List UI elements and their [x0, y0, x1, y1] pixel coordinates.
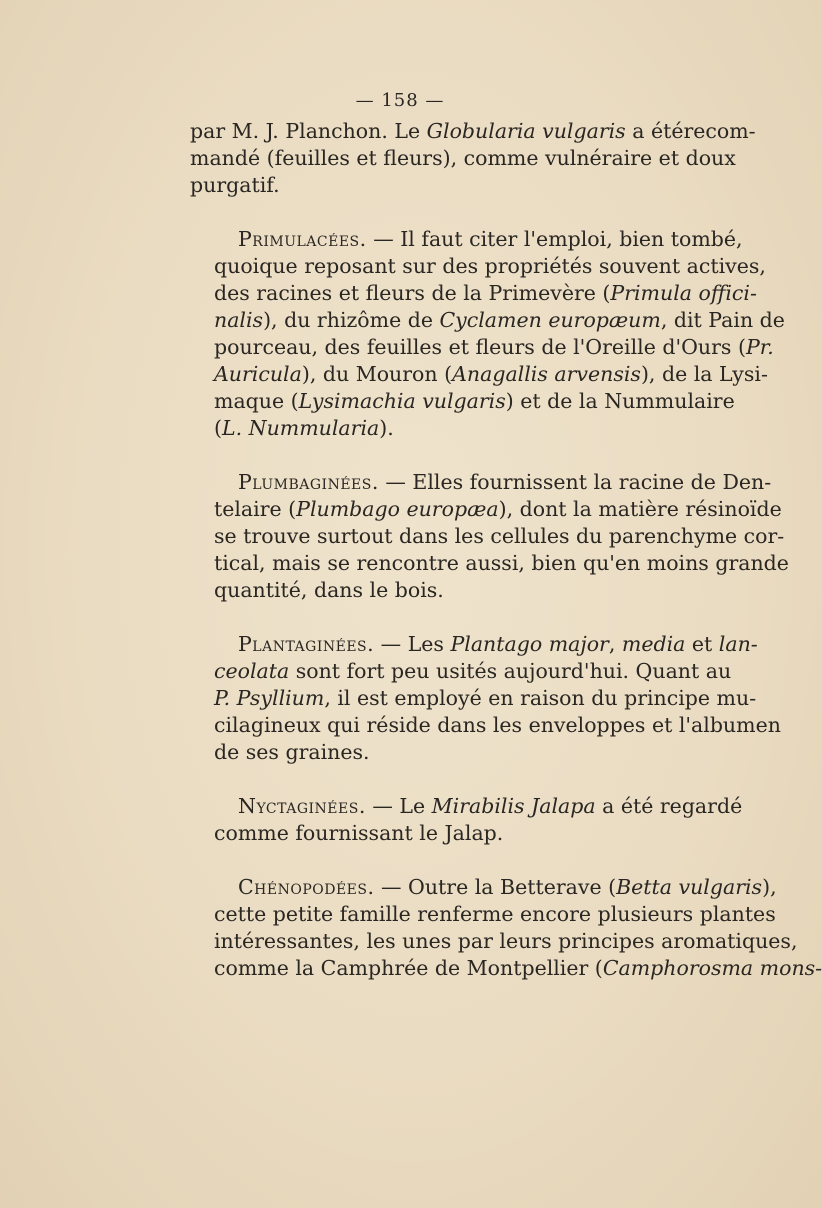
family-heading: Plantaginées. — [238, 632, 375, 656]
text-line — [190, 658, 730, 685]
text-line — [190, 388, 735, 415]
latin-name: Pr. — [745, 335, 774, 359]
text-run: cette petite famille renferme encore plusieurs plantes — [214, 902, 776, 926]
text-line — [190, 928, 798, 955]
text-run: ( — [214, 416, 222, 440]
text-line — [190, 172, 730, 199]
text-line — [190, 253, 766, 280]
text-line — [190, 307, 785, 334]
section-paragraph — [190, 631, 781, 766]
text-line — [190, 226, 743, 253]
section-paragraph — [190, 874, 822, 982]
latin-name: Auricula — [214, 362, 302, 386]
latin-name: Cyclamen europæum — [439, 308, 661, 332]
latin-name: Betta vulgaris — [616, 875, 763, 899]
latin-name: media — [621, 632, 686, 656]
text-run: cilagineux qui réside dans les enveloppes et l'albumen — [214, 713, 781, 737]
latin-name: L. Nummularia — [222, 416, 380, 440]
text-run: se trouve surtout dans les cellules du parenchyme cor- — [214, 524, 785, 548]
text-run: ). — [379, 416, 394, 440]
text-run: par M. J. Planchon. Le — [190, 119, 427, 143]
text-run: ) et de la Nummulaire — [505, 389, 735, 413]
section-paragraph — [190, 793, 743, 847]
latin-name: Mirabilis Jalapa — [431, 794, 596, 818]
text-line — [190, 955, 822, 982]
family-heading: Chénopodées. — [238, 875, 375, 899]
text-line — [190, 874, 777, 901]
text-run: pourceau, des feuilles et fleurs de l'Oreille d'Ours ( — [214, 335, 746, 359]
text-run: , dit Pain de — [660, 308, 785, 332]
text-run: purgatif. — [190, 173, 280, 197]
text-line — [190, 118, 756, 145]
latin-name: Primula offici- — [610, 281, 757, 305]
text-run: — Elles fournissent la racine de Den- — [378, 470, 772, 494]
latin-name: P. Psyllium — [214, 686, 325, 710]
text-run: ), de la Lysi- — [640, 362, 768, 386]
page-number: — 158 — — [355, 90, 445, 111]
text-line — [190, 550, 789, 577]
latin-name: Plumbago europæa — [296, 497, 499, 521]
text-run: comme fournissant le Jalap. — [214, 821, 504, 845]
latin-name: ceolata — [214, 659, 290, 683]
family-heading: Primulacées. — [238, 227, 367, 251]
text-run: comme la Camphrée de Montpellier ( — [214, 956, 603, 980]
text-run: a étérecom- — [625, 119, 756, 143]
text-run: ), du Mouron ( — [301, 362, 453, 386]
text-run: intéressantes, les unes par leurs principes aromatiques, — [214, 929, 798, 953]
text-run: — Les — [374, 632, 451, 656]
text-run: quoique reposant sur des propriétés souvent actives, — [214, 254, 766, 278]
text-line — [190, 577, 730, 604]
text-run: de ses graines. — [214, 740, 370, 764]
text-line — [190, 469, 772, 496]
body-text — [190, 118, 822, 982]
text-run: des racines et fleurs de la Primevère ( — [214, 281, 611, 305]
text-line — [190, 145, 736, 172]
text-run: ), — [762, 875, 777, 899]
latin-name: Globularia vulgaris — [426, 119, 626, 143]
text-run: sont fort peu usités aujourd'hui. Quant au — [289, 659, 732, 683]
text-line — [190, 496, 782, 523]
text-line — [190, 685, 757, 712]
section-paragraph — [190, 469, 789, 604]
paragraph — [190, 118, 756, 199]
text-line — [190, 334, 774, 361]
latin-name: lan- — [718, 632, 758, 656]
text-line — [190, 793, 743, 820]
text-run: telaire ( — [214, 497, 297, 521]
family-heading: Nyctaginées. — [238, 794, 366, 818]
text-run: , il est employé en raison du principe mu- — [324, 686, 757, 710]
text-line — [190, 415, 730, 442]
text-line — [190, 631, 758, 658]
latin-name: nalis — [214, 308, 264, 332]
text-run: — Outre la Betterave ( — [374, 875, 617, 899]
text-run: ), du rhizôme de — [263, 308, 440, 332]
text-line — [190, 712, 781, 739]
text-run: maque ( — [214, 389, 299, 413]
text-run: — Le — [365, 794, 432, 818]
text-run: a été regardé — [595, 794, 743, 818]
text-run: quantité, dans le bois. — [214, 578, 444, 602]
latin-name: Plantago major — [450, 632, 609, 656]
section-paragraph — [190, 226, 785, 442]
text-run: ), dont la matière résinoïde — [498, 497, 782, 521]
text-run: , — [608, 632, 622, 656]
text-run: — Il faut citer l'emploi, bien tombé, — [366, 227, 743, 251]
text-run: mandé (feuilles et fleurs), comme vulnéraire et doux — [190, 146, 736, 170]
text-line — [190, 820, 730, 847]
latin-name: Camphorosma mons- — [602, 956, 822, 980]
text-line — [190, 739, 730, 766]
latin-name: Lysimachia vulgaris — [298, 389, 506, 413]
text-run: et — [685, 632, 719, 656]
text-line — [190, 280, 757, 307]
text-line — [190, 901, 776, 928]
text-line — [190, 523, 785, 550]
latin-name: Anagallis arvensis — [452, 362, 641, 386]
text-run: tical, mais se rencontre aussi, bien qu'en moins grande — [214, 551, 789, 575]
family-heading: Plumbaginées. — [238, 470, 379, 494]
text-line — [190, 361, 768, 388]
